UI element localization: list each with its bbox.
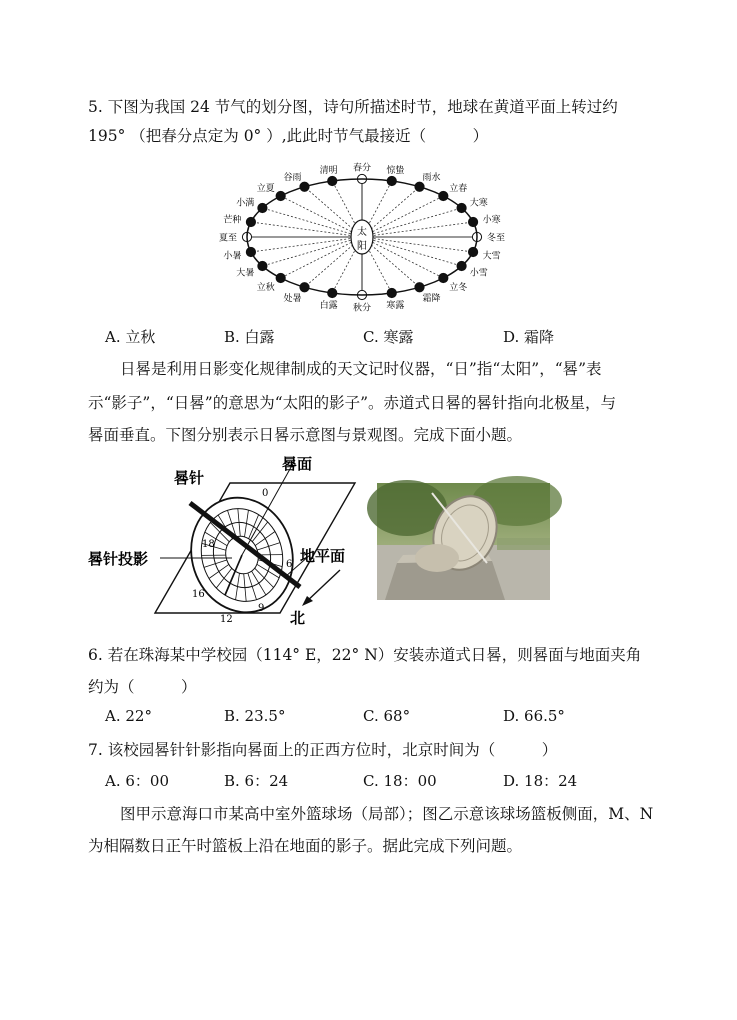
term-label: 处暑 [283,294,302,305]
term-spoke [362,222,473,237]
term-label: 大暑 [236,268,255,279]
hour-left: 18 [202,539,215,550]
q5-option-d[interactable]: D. 霜降 [503,328,555,346]
q6-option-a[interactable]: A. 22° [105,707,152,725]
hour-top: 0 [262,488,269,499]
term-spoke [251,222,362,237]
outro-line-2: 为相隔数日正午时篮板上沿在地面的影子。据此完成下列问题。 [88,837,523,855]
q7-option-a[interactable]: A. 6：00 [105,772,169,790]
sun-label-top: 太 [357,227,367,238]
term-spoke [362,237,462,266]
q5-option-c[interactable]: C. 寒露 [363,328,414,346]
sundial-photo [377,483,550,600]
term-label: 惊蛰 [386,165,405,176]
outro-line-1: 图甲示意海口市某高中室外篮球场（局部）；图乙示意该球场篮板侧面，M、N [120,805,654,823]
q6-line-1: 6. 若在珠海某中学校园（114° E，22° N）安装赤道式日晷，则晷面与地面夹角 [88,646,642,664]
term-label: 秋分 [352,303,372,314]
term-label: 立夏 [256,184,275,195]
term-label: 小雪 [469,268,488,279]
term-spoke [262,208,362,237]
term-label: 冬至 [487,233,506,244]
q7-option-c[interactable]: C. 18：00 [363,772,437,790]
term-label: 立秋 [256,282,275,293]
term-label: 大雪 [482,251,501,262]
hour-right: 6 [286,559,293,570]
term-spoke [262,237,362,266]
q5-line-1: 5. 下图为我国 24 节气的划分图，诗句所描述时节，地球在黄道平面上转过约 [88,98,618,116]
north-arrow [305,570,340,603]
label-face: 晷面 [282,455,313,473]
q6-option-d[interactable]: D. 66.5° [503,707,565,725]
hour-bottom-left: 16 [192,589,205,600]
term-label: 白露 [319,301,338,312]
intro-line-3: 晷面垂直。下图分别表示日晷示意图与景观图。完成下面小题。 [88,426,523,444]
term-label: 寒露 [386,301,405,312]
term-label: 小寒 [482,215,501,226]
intro-line-2: 示“影子”，“日晷”的意思为“太阳的影子”。赤道式日晷的晷针指向北极星，与 [88,394,617,412]
q6-option-b[interactable]: B. 23.5° [224,707,286,725]
hour-bottom: 12 [220,614,233,625]
sundial-diagram [88,455,380,627]
term-label: 芒种 [223,215,242,226]
term-label: 谷雨 [283,172,302,183]
q6-line-2: 约为（ ） [88,678,197,696]
term-label: 霜降 [422,294,441,305]
term-label: 清明 [319,165,338,176]
q7-option-d[interactable]: D. 18：24 [503,772,578,790]
label-shadow: 晷针投影 [88,550,149,568]
q5-option-b[interactable]: B. 白露 [224,328,275,346]
q5-line-2: 195° （把春分点定为 0° ）,此此时节气最接近（ ） [88,127,489,145]
q7-option-b[interactable]: B. 6：24 [224,772,289,790]
intro-line-1: 日晷是利用日影变化规律制成的天文记时仪器，“日”指“太阳”，“晷”表 [120,360,602,378]
term-label: 小暑 [223,251,242,262]
q7-line-1: 7. 该校园晷针针影指向晷面上的正西方位时，北京时间为（ ） [88,741,558,759]
term-label: 大寒 [469,198,488,209]
q5-option-a[interactable]: A. 立秋 [105,328,156,346]
hour-bottom-right: 9 [258,603,265,614]
label-ground: 地平面 [300,547,346,565]
term-label: 立冬 [449,282,468,293]
sun-label-bottom: 阳 [357,241,367,252]
label-north: 北 [290,609,306,627]
term-spoke [251,237,362,252]
term-spoke [362,208,462,237]
term-label: 春分 [352,163,372,174]
term-label: 夏至 [218,233,237,244]
term-label: 小满 [236,198,255,209]
solar-terms-diagram [205,152,535,317]
term-label: 雨水 [422,172,441,183]
term-label: 立春 [449,184,468,195]
term-spoke [362,237,473,252]
q6-option-c[interactable]: C. 68° [363,707,411,725]
label-needle: 晷针 [174,469,205,487]
